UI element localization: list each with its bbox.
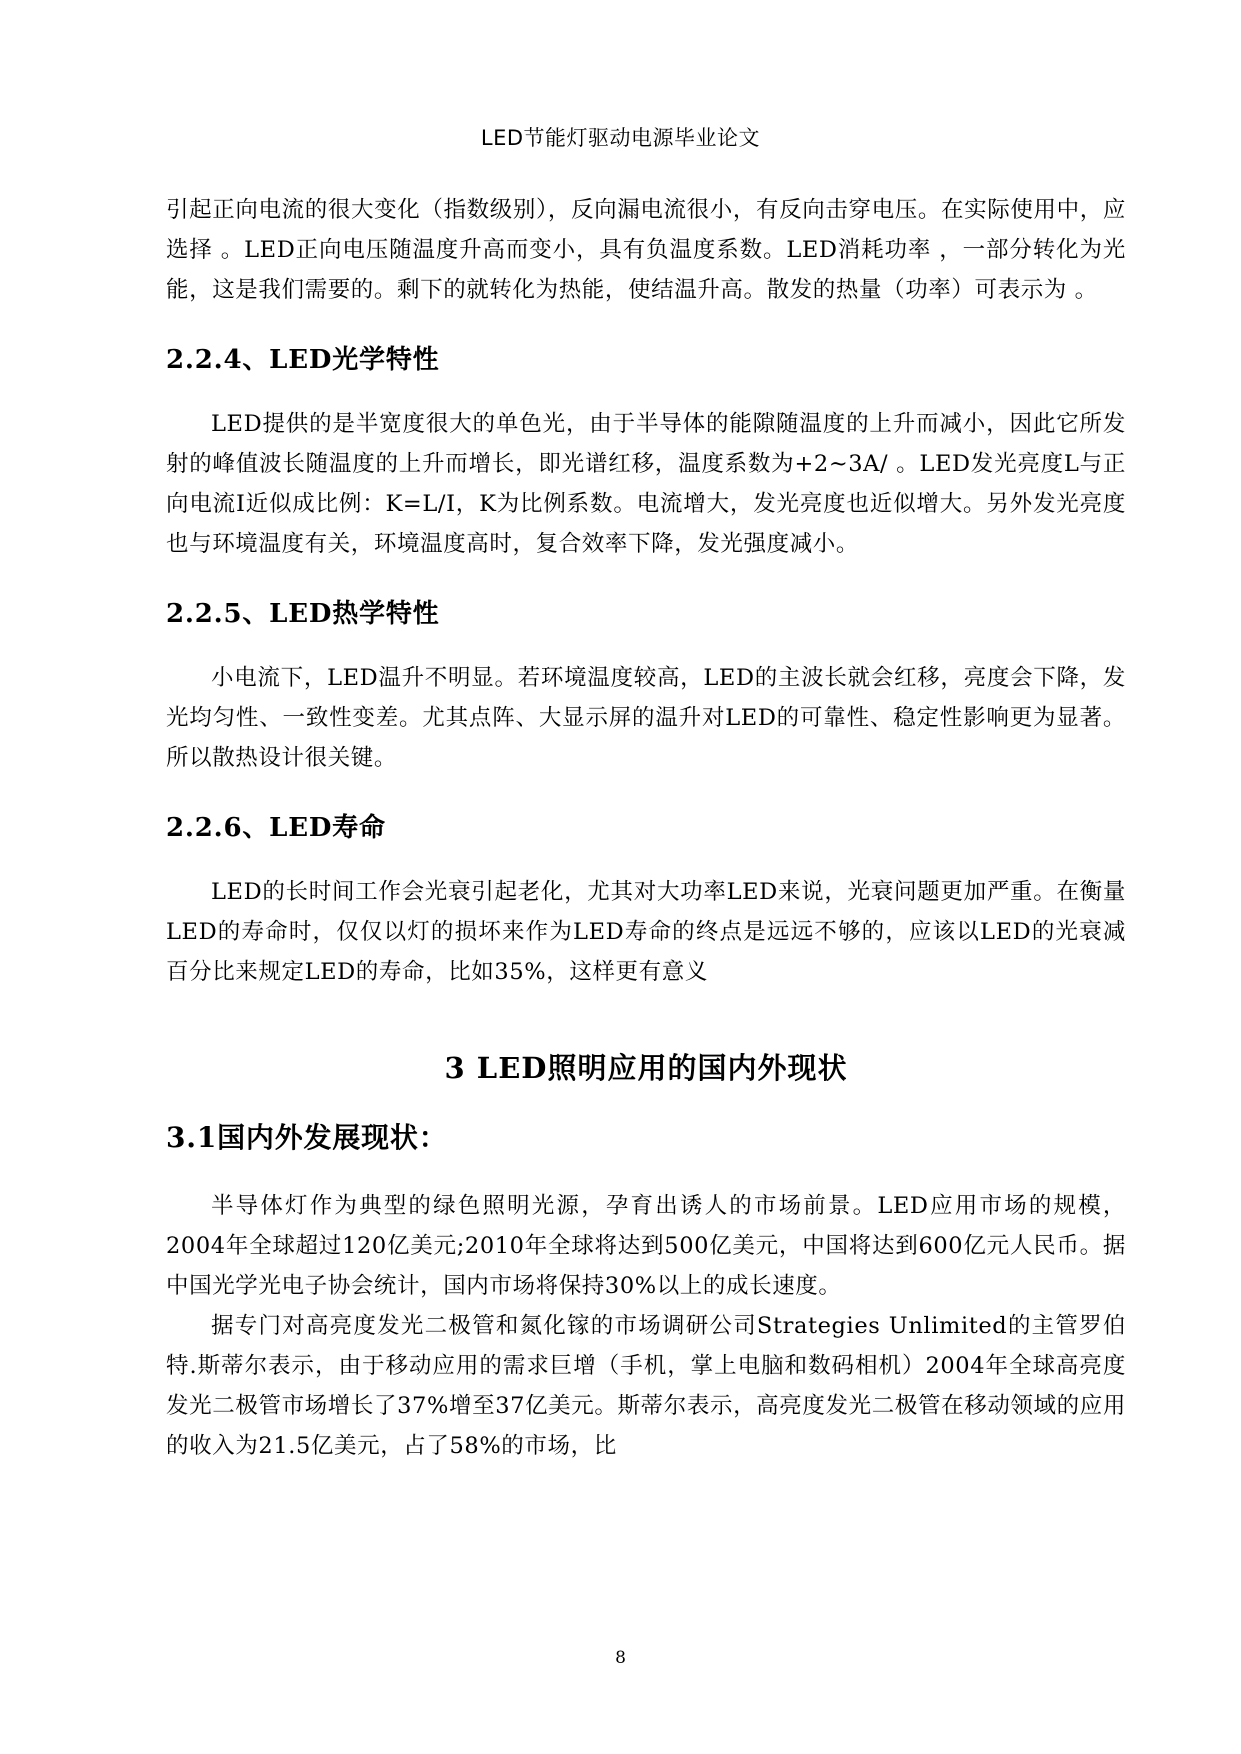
paragraph-optical-properties: LED提供的是半宽度很大的单色光，由于半导体的能隙随温度的上升而减小，因此它所发射的峰值波长随温度的上升而增长，即光谱红移，温度系数为+2~3A/ 。LED发光亮度L与正向电流I近似成比例：K=L/I，K为比例系数。电流增大，发光亮度也近似增大。另外发光亮度也与环境温度有关，环境温度高时，复合效率下降，发光强度减小。 xyxy=(166,411,1126,557)
section-heading-2-2-6: 2.2.6、LED寿命 xyxy=(166,813,386,843)
section-heading-3-1: 3.1国内外发展现状： xyxy=(166,1121,448,1154)
section-heading-2-2-4: 2.2.4、LED光学特性 xyxy=(166,345,440,375)
paragraph-thermal-properties: 小电流下，LED温升不明显。若环境温度较高，LED的主波长就会红移，亮度会下降，发光均匀性、一致性变差。尤其点阵、大显示屏的温升对LED的可靠性、稳定性影响更为显著。所以散热设计很关键。 xyxy=(166,665,1126,771)
paragraph-market-research: 据专门对高亮度发光二极管和氮化镓的市场调研公司Strategies Unlimited的主管罗伯特.斯蒂尔表示，由于移动应用的需求巨增（手机，掌上电脑和数码相机）2004年全球高亮度发光二极管市场增长了37%增至37亿美元。斯蒂尔表示，高亮度发光二极管在移动领域的应用的收入为21.5亿美元，占了58%的市场，比 xyxy=(166,1313,1126,1459)
paragraph-market-scale: 半导体灯作为典型的绿色照明光源，孕育出诱人的市场前景。LED应用市场的规模，2004年全球超过120亿美元;2010年全球将达到500亿美元，中国将达到600亿元人民币。据中国光学光电子协会统计，国内市场将保持30%以上的成长速度。 xyxy=(166,1193,1126,1299)
chapter-heading-3: 3 LED照明应用的国内外现状 xyxy=(444,1051,848,1085)
paragraph-lifetime: LED的长时间工作会光衰引起老化，尤其对大功率LED来说，光衰问题更加严重。在衡量LED的寿命时，仅仅以灯的损坏来作为LED寿命的终点是远远不够的，应该以LED的光衰减百分比来规定LED的寿命，比如35%，这样更有意义 xyxy=(166,879,1126,985)
paragraph-continuation: 引起正向电流的很大变化（指数级别），反向漏电流很小，有反向击穿电压。在实际使用中，应选择 。LED正向电压随温度升高而变小，具有负温度系数。LED消耗功率 ，一部分转化为光能，这是我们需要的。剩下的就转化为热能，使结温升高。散发的热量（功率）可表示为 。 xyxy=(166,197,1126,303)
page-number: 8 xyxy=(615,1648,626,1668)
section-heading-2-2-5: 2.2.5、LED热学特性 xyxy=(166,599,440,629)
running-header: LED节能灯驱动电源毕业论文 xyxy=(480,126,761,150)
page-content xyxy=(166,190,1126,1466)
